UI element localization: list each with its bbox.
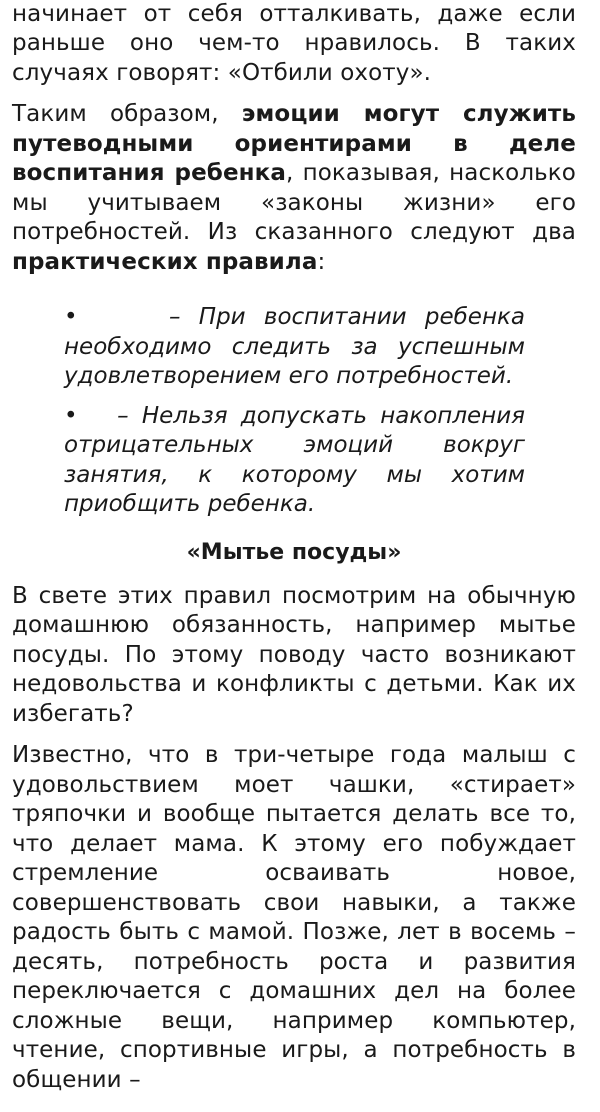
rule-item: [64, 303, 525, 392]
rules-list: [12, 303, 576, 520]
bold-emphasis: практических правила: [12, 248, 318, 275]
document-page: [12, 0, 576, 1107]
paragraph-emotions: [12, 100, 576, 277]
text-run: :: [317, 248, 326, 275]
rule-text: – Нельзя допускать накопления отрицательных эмоций вокруг занятия, к которому мы хотим приобщить ребенка.: [64, 402, 526, 517]
bold-emphasis: эмоции могут служить путеводными ориентирами в деле воспитания ребенка: [12, 101, 576, 186]
section-title: «Мытье посуды»: [186, 539, 402, 565]
rule-text: – При воспитании ребенка необходимо следить за успешным удовлетворением его потребностей.: [64, 304, 525, 389]
rule-item: [64, 402, 525, 520]
text-run: , показывая, насколько мы учитываем «законы жизни» его потребностей. Из сказанного следуют два: [12, 160, 576, 245]
paragraph-dishes-age: Известно, что в три-четыре года малыш с удовольствием моет чашки, «стирает» тряпочки и вообще пытается делать все то, что делает мама. К этому его побуждает стремление осваивать новое, совершенствовать свои навыки, а также радость быть с мамой. Позже, лет в восемь – десять, потребность роста и развития переключается с домашних дел на более сложные вещи, например компьютер, чтение, спортивные игры, а потребность в общении –: [12, 742, 576, 1093]
text-run: Таким образом,: [12, 101, 242, 127]
paragraph-intro-end: начинает от себя отталкивать, даже если раньше оно чем-то нравилось. В таких случаях говорят: «Отбили охоту».: [12, 0, 576, 86]
paragraph-dishes-intro: В свете этих правил посмотрим на обычную домашнюю обязанность, например мытье посуды. По этому поводу часто возникают недовольства и конфликты с детьми. Как их избегать?: [12, 582, 576, 727]
bullet-icon: •: [64, 304, 78, 330]
bullet-icon: •: [64, 402, 78, 429]
